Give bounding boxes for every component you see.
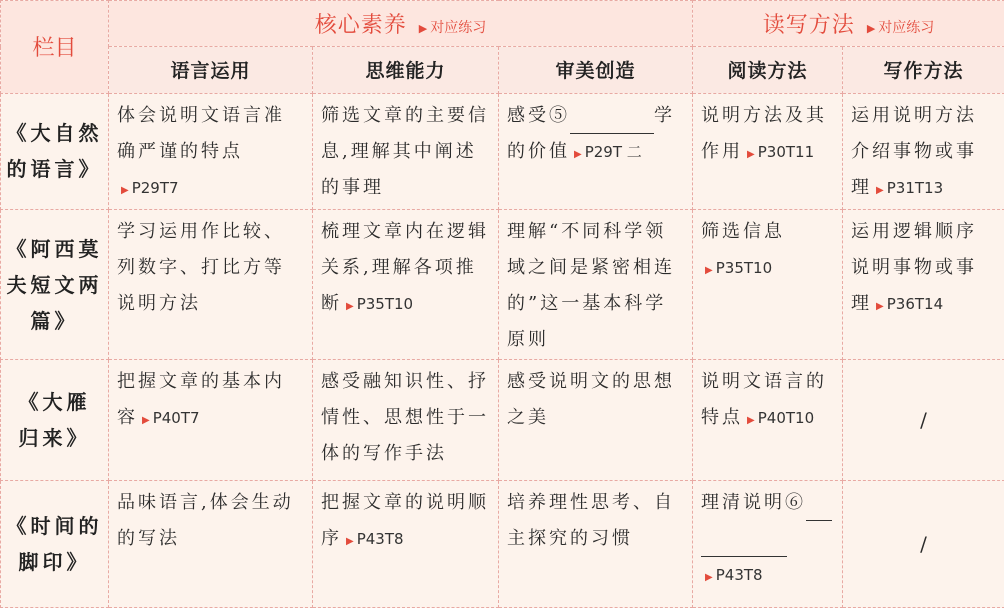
group-header-method xyxy=(693,1,1004,47)
practice-ref[interactable]: ▶ P40T10 xyxy=(747,409,815,428)
cell-think: 梳理文章内在逻辑关系,理解各项推断 ▶ P35T10 xyxy=(313,210,499,360)
practice-ref[interactable]: ▶ P36T14 xyxy=(876,295,944,314)
practice-ref[interactable]: ▶ P35T10 xyxy=(705,259,773,278)
triangle-right-icon: ▶ xyxy=(747,415,755,427)
triangle-right-icon: ▶ xyxy=(876,301,884,313)
practice-ref[interactable]: ▶ P35T10 xyxy=(346,295,414,314)
cell-lang: 体会说明文语言准确严谨的特点 ▶ P29T7 xyxy=(109,93,313,210)
cell-aesth: 培养理性思考、自主探究的习惯 xyxy=(499,481,693,608)
column-header-lang: 语言运用 xyxy=(109,47,313,93)
practice-link-core[interactable]: 对应练习 xyxy=(430,20,487,37)
group-header-core xyxy=(109,1,693,47)
table-row xyxy=(1,481,1004,608)
cell-read: 说明文语言的特点 ▶ P40T10 xyxy=(693,360,843,481)
table-row xyxy=(1,360,1004,481)
fill-in-blank[interactable] xyxy=(570,111,654,134)
cell-aesth: 理解“不同科学领域之间是紧密相连的”这一基本科学原则 xyxy=(499,210,693,360)
fill-in-blank[interactable] xyxy=(806,498,832,521)
practice-link-method[interactable]: 对应练习 xyxy=(878,20,935,37)
practice-ref[interactable]: ▶ P40T7 xyxy=(142,409,200,428)
practice-ref[interactable]: ▶ P43T8 xyxy=(705,566,763,585)
practice-ref[interactable]: ▶ P29T 二 xyxy=(574,142,642,161)
practice-ref[interactable]: ▶ P43T8 xyxy=(346,530,404,549)
cell-think: 把握文章的说明顺序 ▶ P43T8 xyxy=(313,481,499,608)
cell-read: 筛选信息 ▶ P35T10 xyxy=(693,210,843,360)
triangle-right-icon: ▶ xyxy=(574,148,582,160)
triangle-right-icon: ▶ xyxy=(866,22,876,36)
cell-lang: 把握文章的基本内容 ▶ P40T7 xyxy=(109,360,313,481)
column-header-write: 写作方法 xyxy=(843,47,1004,93)
triangle-right-icon: ▶ xyxy=(876,184,884,196)
cell-read: 理清说明⑥ ▶ P43T8 xyxy=(693,481,843,608)
cell-write: / xyxy=(843,481,1004,608)
triangle-right-icon: ▶ xyxy=(705,265,713,277)
cell-think: 感受融知识性、抒情性、思想性于一体的写作手法 xyxy=(313,360,499,481)
cell-lang: 学习运用作比较、列数字、打比方等说明方法 xyxy=(109,210,313,360)
cell-write: 运用逻辑顺序说明事物或事理 ▶ P36T14 xyxy=(843,210,1004,360)
triangle-right-icon: ▶ xyxy=(346,536,354,548)
cell-write: / xyxy=(843,360,1004,481)
column-header-aesth: 审美创造 xyxy=(499,47,693,93)
row-title: 《阿西莫 夫短文两 篇》 xyxy=(1,210,109,360)
triangle-right-icon: ▶ xyxy=(418,22,428,36)
row-title: 《时间的 脚印》 xyxy=(1,481,109,608)
cell-aesth: 感受说明文的思想之美 xyxy=(499,360,693,481)
triangle-right-icon: ▶ xyxy=(705,572,713,584)
row-title: 《大自然 的语言》 xyxy=(1,93,109,210)
triangle-right-icon: ▶ xyxy=(121,184,129,196)
cell-read: 说明方法及其作用 ▶ P30T11 xyxy=(693,93,843,210)
table-row xyxy=(1,93,1004,210)
cell-aesth: 感受⑤ 学的价值 ▶ P29T 二 xyxy=(499,93,693,210)
fill-in-blank[interactable] xyxy=(701,534,787,557)
table-row xyxy=(1,210,1004,360)
practice-ref[interactable]: ▶ P31T13 xyxy=(876,178,944,197)
group-title-core: 核心素养 xyxy=(314,13,407,39)
row-title: 《大雁 归来》 xyxy=(1,360,109,481)
practice-ref[interactable]: ▶ P30T11 xyxy=(747,142,815,161)
triangle-right-icon: ▶ xyxy=(346,301,354,313)
triangle-right-icon: ▶ xyxy=(142,415,150,427)
cell-lang: 品味语言,体会生动的写法 xyxy=(109,481,313,608)
column-header-think: 思维能力 xyxy=(313,47,499,93)
corner-label: 栏目 xyxy=(1,1,109,94)
cell-think: 筛选文章的主要信息,理解其中阐述的事理 xyxy=(313,93,499,210)
column-header-read: 阅读方法 xyxy=(693,47,843,93)
group-title-method: 读写方法 xyxy=(762,13,855,39)
practice-ref[interactable]: ▶ P29T7 xyxy=(121,178,179,197)
triangle-right-icon: ▶ xyxy=(747,148,755,160)
cell-write: 运用说明方法介绍事物或事理 ▶ P31T13 xyxy=(843,93,1004,210)
